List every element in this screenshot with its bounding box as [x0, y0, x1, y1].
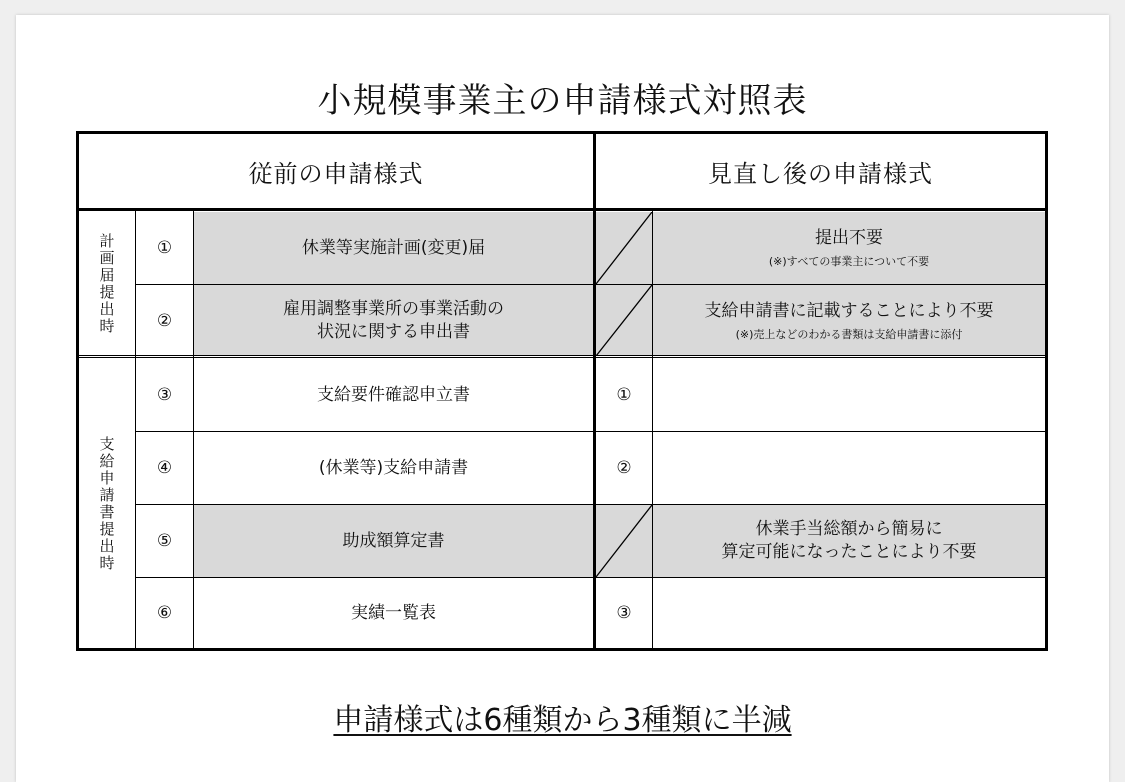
row3-num: ③ — [156, 385, 173, 405]
row1-form: 休業等実施計画(変更)届 — [301, 237, 486, 258]
row6-new-num: ③ — [616, 603, 632, 623]
document-page — [16, 15, 1109, 782]
row1-new-cell — [653, 212, 1045, 284]
row1-new-note: (※)すべての事業主について不要 — [768, 255, 930, 268]
row3-form-cell — [194, 359, 593, 431]
header-divider — [79, 208, 1045, 211]
slash-mark — [596, 212, 652, 284]
header-after: 見直し後の申請様式 — [708, 160, 933, 188]
row2-form-cell — [194, 285, 593, 356]
comparison-table — [76, 131, 1048, 651]
row4-form-cell — [194, 432, 593, 504]
row6-num: ⑥ — [156, 603, 173, 623]
slash-mark — [596, 285, 652, 356]
row4-form: (休業等)支給申請書 — [318, 457, 469, 478]
col-divider — [193, 211, 194, 648]
slash-mark — [596, 505, 652, 577]
row2-num: ② — [156, 310, 173, 331]
row5-form-cell — [194, 505, 593, 577]
row-divider — [135, 577, 1045, 578]
row1-num: ① — [156, 238, 173, 258]
row2-form-line2: 状況に関する申出書 — [317, 321, 470, 342]
group-label-payment: 支 給 申 請 書 提 出 時 — [99, 434, 115, 572]
row-divider — [135, 431, 1045, 432]
header-before: 従前の申請様式 — [248, 160, 424, 188]
row6-form-cell — [194, 578, 593, 648]
row-divider — [135, 504, 1045, 505]
row5-new-line1: 休業手当総額から簡易に — [755, 519, 943, 539]
row5-new-cell — [653, 505, 1045, 577]
row1-new-text: 提出不要 — [815, 228, 883, 248]
row5-new-line2: 算定可能になったことにより不要 — [721, 542, 977, 562]
group-label-plan: 計 画 届 提 出 時 — [99, 232, 115, 335]
row3-form: 支給要件確認申立書 — [317, 384, 470, 405]
page-title: 小規模事業主の申請様式対照表 — [317, 81, 808, 121]
col-divider — [135, 211, 136, 648]
row2-new-text: 支給申請書に記載することにより不要 — [704, 300, 994, 321]
row3-new-num: ① — [616, 385, 632, 405]
row2-new-cell — [653, 285, 1045, 356]
col-divider — [652, 211, 653, 648]
summary-footer: 申請様式は6種類から3種類に半減 — [333, 703, 792, 738]
group-divider — [79, 355, 1045, 358]
row2-new-note: (※)売上などのわかる書類は支給申請書に添付 — [735, 327, 963, 341]
row4-new-num: ② — [616, 458, 632, 478]
row5-num: ⑤ — [156, 531, 173, 551]
row2-form-line1: 雇用調整事業所の事業活動の — [283, 298, 504, 319]
row-divider — [135, 284, 1045, 285]
row4-num: ④ — [156, 458, 173, 478]
row6-form: 実績一覧表 — [351, 602, 436, 623]
row1-form-cell — [194, 212, 593, 284]
row5-form: 助成額算定書 — [342, 530, 445, 551]
